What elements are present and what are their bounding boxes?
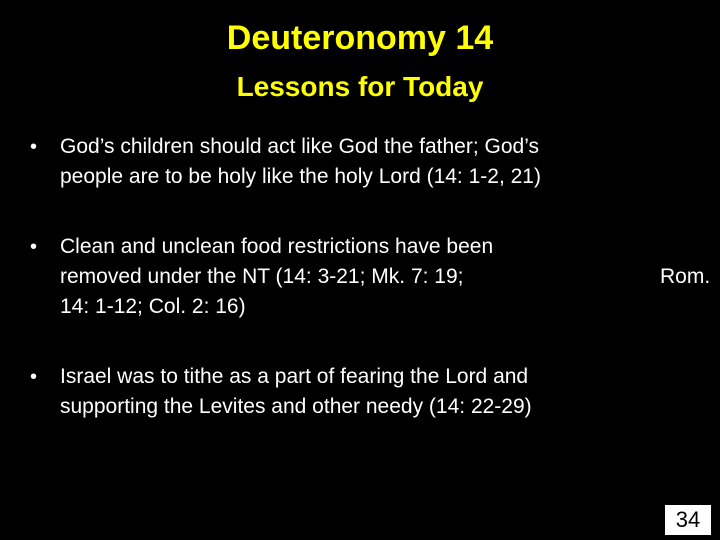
- bullet-text-line: 14: 1-12; Col. 2: 16): [60, 295, 246, 318]
- bullet-item: [30, 232, 711, 322]
- bullet-text-line: Israel was to tithe as a part of fearing the Lord and: [60, 365, 529, 388]
- bullet-text-line: God’s children should act like God the father; God’s: [60, 135, 540, 158]
- page-number: 34: [664, 504, 712, 536]
- slide-subtitle: Lessons for Today: [236, 71, 484, 102]
- bullet-icon: •: [30, 236, 38, 258]
- bullet-text-segment: removed under the NT (14: 3-21; Mk. 7: 19;: [60, 265, 464, 288]
- bullet-text-line: supporting the Levites and other needy (14: 22-29): [60, 395, 532, 418]
- bullet-text-line: [60, 262, 711, 292]
- bullet-text-line: Clean and unclean food restrictions have been: [60, 235, 494, 258]
- bullet-text-trailing: Rom.: [660, 265, 711, 288]
- bullet-icon: •: [30, 366, 38, 388]
- bullet-list: [30, 132, 711, 422]
- bullet-item: [30, 132, 695, 192]
- bullet-icon: •: [30, 136, 38, 158]
- bullet-text-line: people are to be holy like the holy Lord (14: 1-2, 21): [60, 165, 541, 188]
- slide-title: Deuteronomy 14: [226, 19, 494, 57]
- bullet-item: [30, 362, 695, 422]
